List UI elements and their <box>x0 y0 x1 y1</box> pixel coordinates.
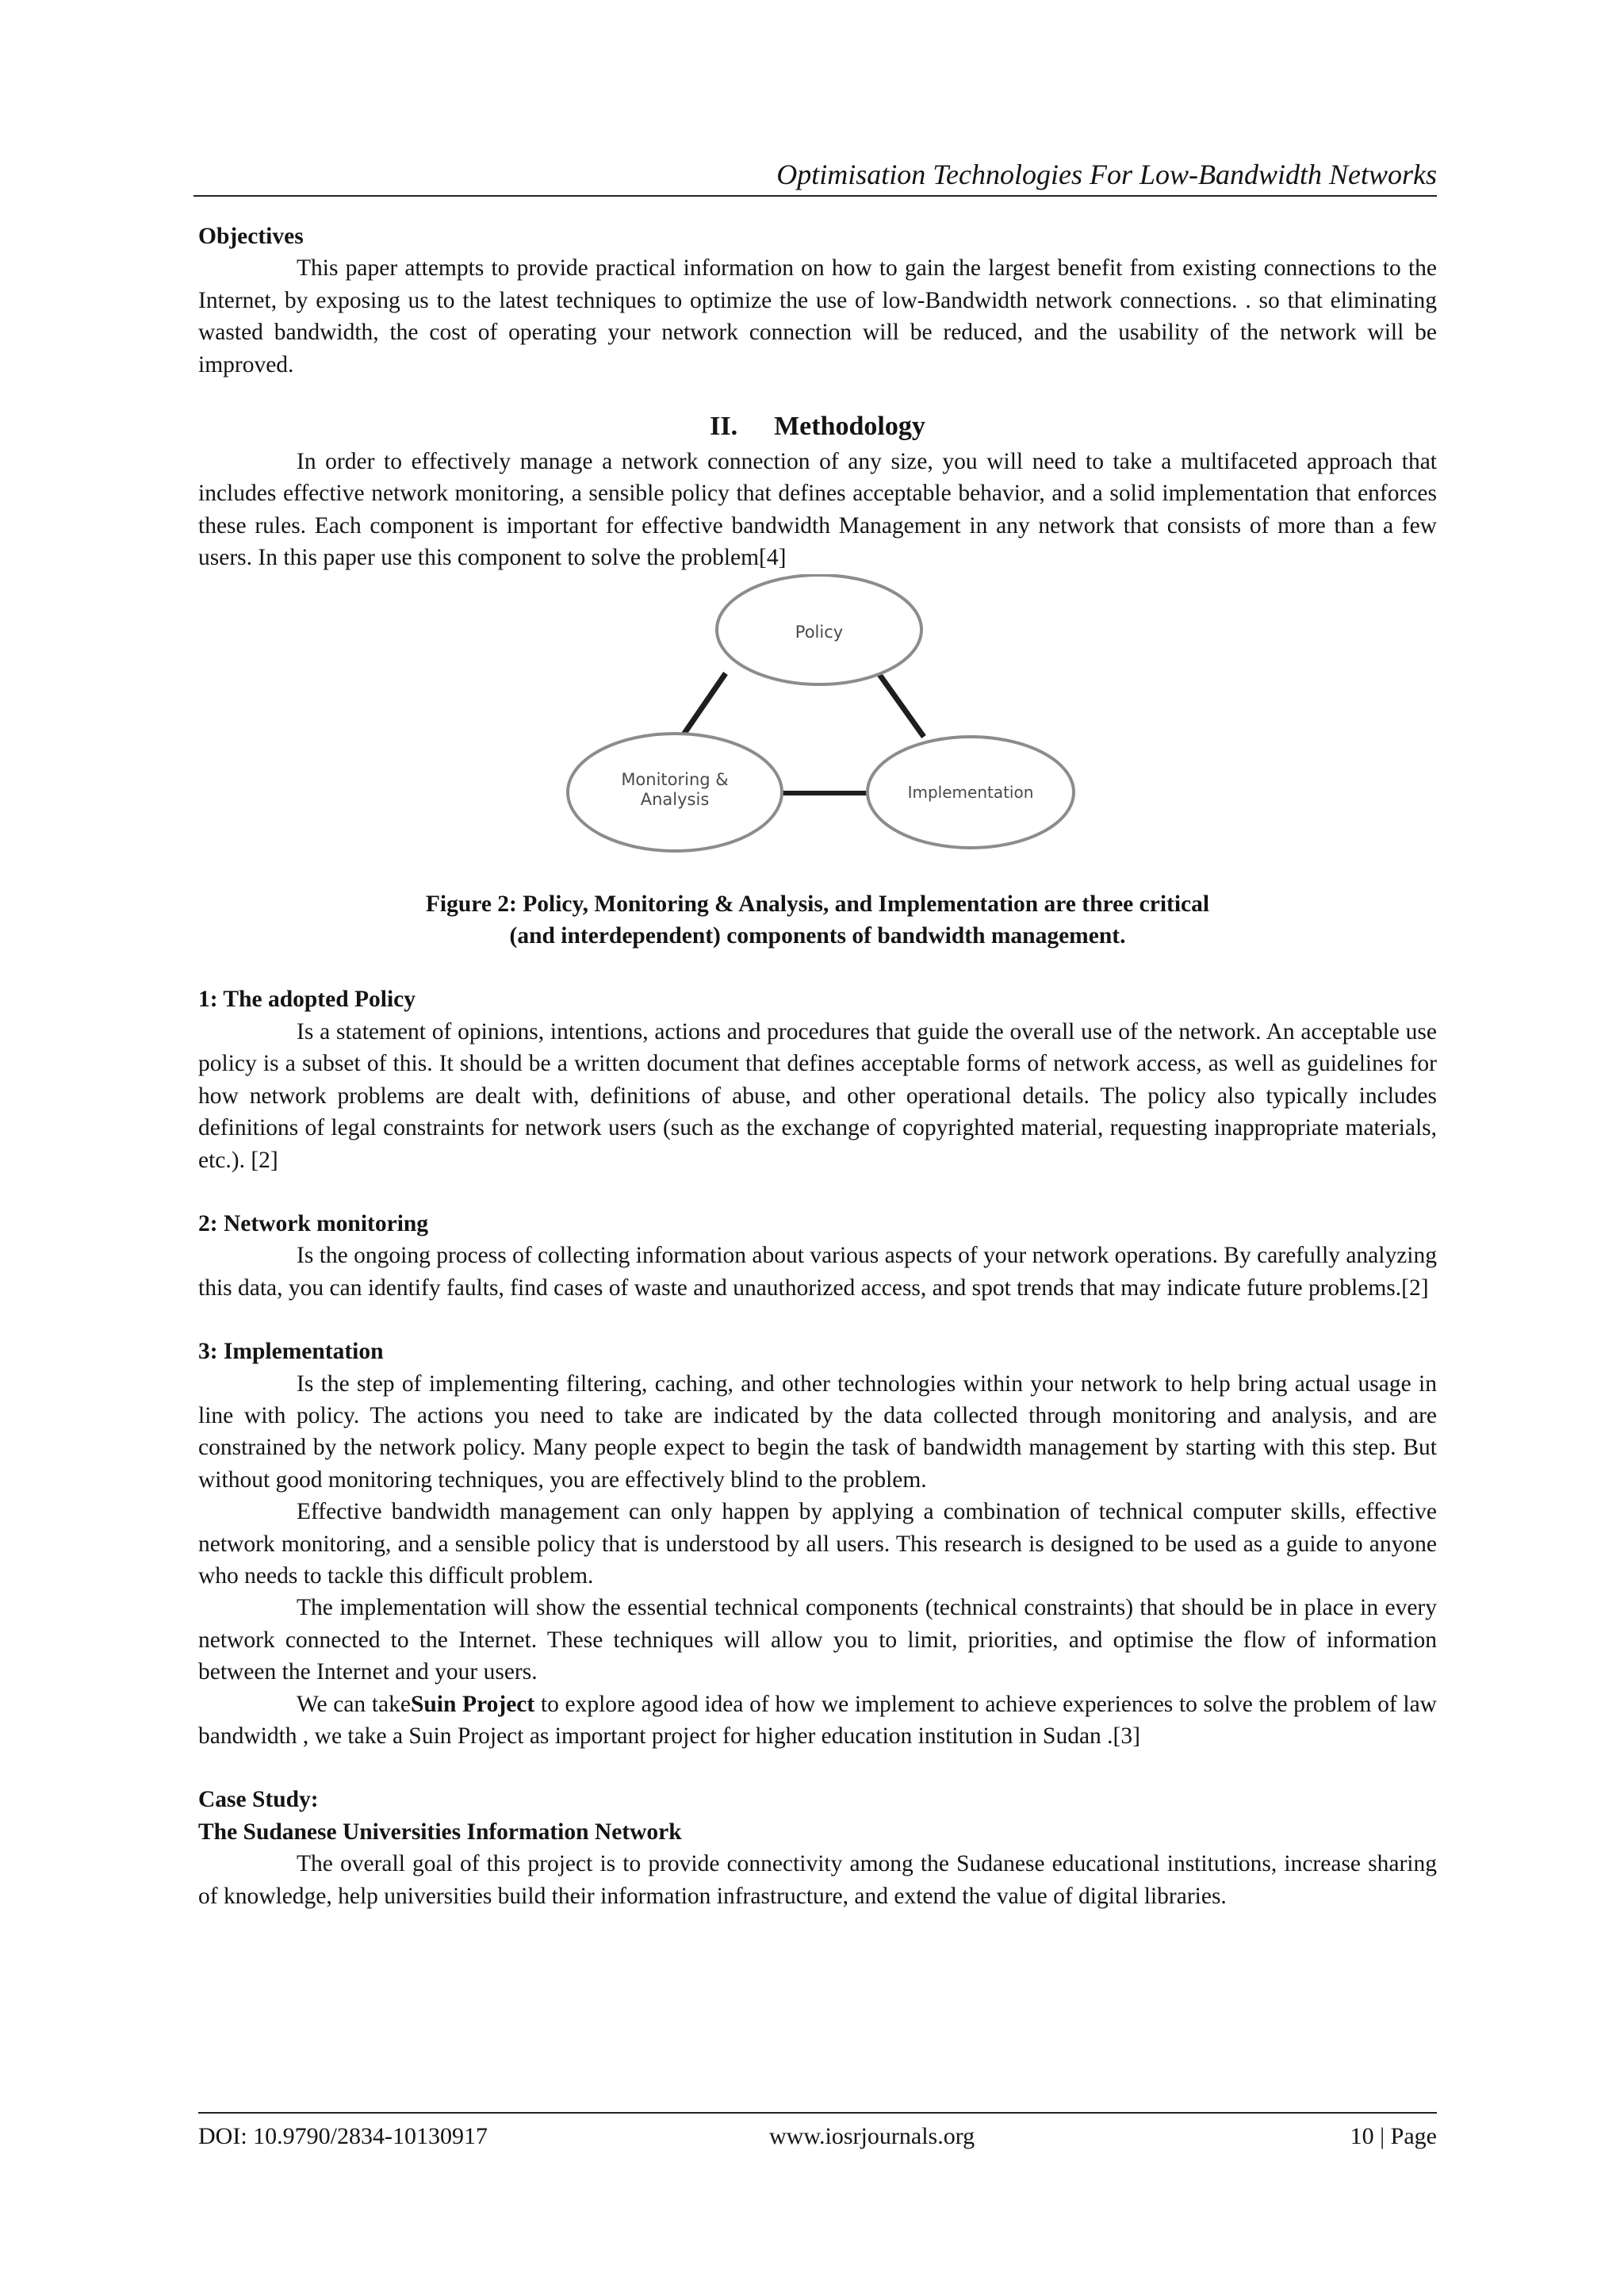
spacer <box>198 1304 1437 1336</box>
case-study-paragraph: The overall goal of this project is to provide connectivity among the Sudanese educational institutions, increase sharing of knowledge, help universities build their information infrastructure, and extend the value of digital libraries. <box>198 1851 1437 1909</box>
spacer <box>198 1176 1437 1208</box>
footer-website: www.iosrjournals.org <box>769 2123 975 2149</box>
implementation-paragraph-4 <box>198 1688 1437 1753</box>
spacer <box>198 1752 1437 1784</box>
node-label-implementation: Implementation <box>907 782 1034 802</box>
monitoring-heading: 2: Network monitoring <box>198 1210 429 1236</box>
suin-intro-text: We can take <box>297 1691 411 1717</box>
page-footer <box>198 2119 1437 2154</box>
section-title-text: Methodology <box>774 412 925 442</box>
header-rule <box>193 195 1437 197</box>
main-content <box>198 220 1437 1912</box>
case-study-heading: Case Study: <box>198 1787 319 1813</box>
implementation-paragraph-3: The implementation will show the essential technical components (technical constraints) that should be in place in every network connected to the Internet. These techniques will allow you to limit, priorities, and optimise the flow of information between the Internet and your users. <box>198 1595 1437 1685</box>
suin-project-bold: Suin Project <box>410 1691 535 1717</box>
footer-page-number: 10 | Page <box>1350 2123 1437 2149</box>
bandwidth-management-diagram <box>198 574 1437 884</box>
footer-rule <box>198 2112 1437 2114</box>
figure-caption <box>198 888 1437 953</box>
node-label-monitoring-line1: Monitoring & <box>621 769 729 789</box>
figure-caption-line2: (and interdependent) components of bandwidth management. <box>509 923 1126 949</box>
figure-2 <box>198 574 1437 884</box>
running-head: Optimisation Technologies For Low-Bandwidth Networks <box>776 159 1437 190</box>
implementation-paragraph-1: Is the step of implementing filtering, caching, and other technologies within your network to help bring actual usage in line with policy. The actions you need to take are indicated by the data collected through monitoring and analysis, and are constrained by the network policy. Many people expect to begin the task of bandwidth management by starting with this step. But without good monitoring techniques, you are effectively blind to the problem. <box>198 1370 1437 1493</box>
edge-policy-monitoring <box>682 673 726 737</box>
policy-paragraph: Is a statement of opinions, intentions, actions and procedures that guide the overall use of the network. An acceptable use policy is a subset of this. It should be a written document that defines acceptable forms of network access, as well as guidelines for how network problems are dealt with, definitions of abuse, and other operational details. The policy also typically includes definitions of legal constraints for network users (such as the exchange of copyrighted material, requesting inappropriate materials, etc.). [2] <box>198 1018 1437 1173</box>
policy-heading: 1: The adopted Policy <box>198 987 416 1013</box>
suin-rest-text: to explore agood idea of how we implement to achieve experiences to solve the problem of law bandwidth , we take a Suin Project as important project for higher education institution in Sudan .[3] <box>198 1691 1437 1749</box>
figure-caption-line1: Figure 2: Policy, Monitoring & Analysis, and Implementation are three critical <box>425 891 1210 917</box>
implementation-heading: 3: Implementation <box>198 1339 384 1365</box>
section-title <box>198 408 1437 446</box>
monitoring-paragraph: Is the ongoing process of collecting information about various aspects of your network operations. By carefully analyzing this data, you can identify faults, find cases of waste and unauthorized access, and spot trends that may indicate future problems.[2] <box>198 1243 1437 1301</box>
objectives-heading: Objectives <box>198 224 304 249</box>
objectives-paragraph: This paper attempts to provide practical information on how to gain the largest benefit from existing connections to the Internet, by exposing us to the latest techniques to optimize the use of low-Bandwidth network connections. . so that eliminating wasted bandwidth, the cost of operating your network connection will be reduced, and the usability of the network will be improved. <box>198 255 1437 378</box>
section-number: II. <box>710 412 738 442</box>
footer-doi: DOI: 10.9790/2834-10130917 <box>198 2123 488 2149</box>
page <box>198 0 1437 2296</box>
node-label-policy: Policy <box>795 622 844 642</box>
methodology-paragraph: In order to effectively manage a network connection of any size, you will need to take a multifaceted approach that includes effective network monitoring, a sensible policy that defines acceptable behavior, and a solid implementation that enforces these rules. Each component is important for effective bandwidth Management in any network that consists of more than a few users. In this paper use this component to solve the problem[4] <box>198 449 1437 571</box>
case-study-subheading: The Sudanese Universities Information Network <box>198 1819 682 1845</box>
spacer <box>198 952 1437 983</box>
implementation-paragraph-2: Effective bandwidth management can only happen by applying a combination of technical computer skills, effective network monitoring, and a sensible policy that is understood by all users. This research is designed to be used as a guide to anyone who needs to tackle this difficult problem. <box>198 1499 1437 1589</box>
edge-policy-implementation <box>879 673 924 737</box>
node-label-monitoring-line2: Analysis <box>640 789 710 809</box>
